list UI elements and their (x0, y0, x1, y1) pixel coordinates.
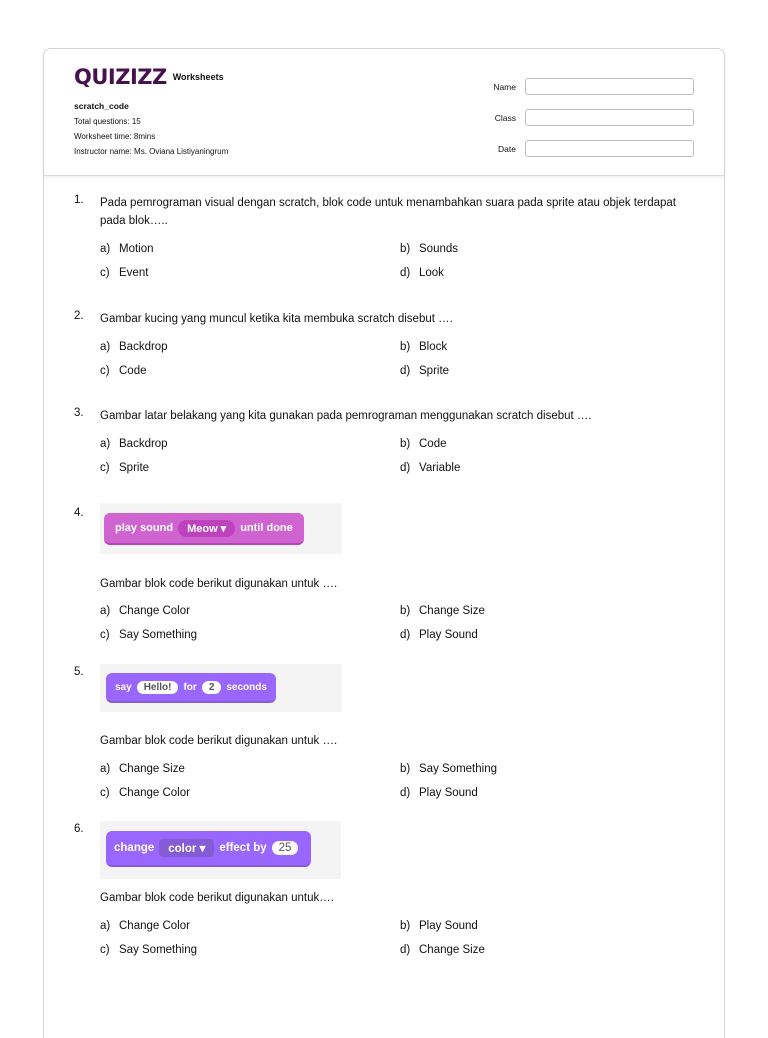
message-input: Hello! (137, 681, 179, 694)
seconds-input: 2 (202, 681, 222, 694)
option-letter: a) (100, 920, 111, 932)
brand (74, 65, 224, 89)
say-block (106, 673, 276, 703)
question-text: Gambar blok code berikut digunakan untuk …. (100, 735, 338, 747)
option-letter: d) (400, 787, 411, 799)
option-letter: b) (400, 763, 411, 775)
effect-amount-input: 25 (272, 841, 299, 855)
option-letter: a) (100, 341, 111, 353)
option-c[interactable] (100, 787, 190, 799)
scratch-block-image (100, 503, 342, 554)
option-b[interactable] (400, 438, 447, 450)
sound-dropdown: Meow ▾ (178, 520, 235, 537)
option-label: Play Sound (419, 787, 478, 799)
question-4 (74, 507, 694, 647)
option-label: Motion (119, 243, 154, 255)
option-b[interactable] (400, 243, 458, 255)
option-letter: c) (100, 944, 110, 956)
option-label: Change Color (119, 605, 190, 617)
class-label: Class (494, 112, 516, 123)
worksheet-title: scratch_code (74, 101, 129, 111)
option-label: Change Color (119, 920, 190, 932)
option-label: Say Something (119, 944, 197, 956)
option-b[interactable] (400, 341, 447, 353)
question-6 (74, 823, 694, 973)
date-label: Date (498, 143, 516, 154)
option-b[interactable] (400, 605, 485, 617)
block-text: say (115, 681, 132, 693)
quizizz-logo: QUIZIZZ (74, 65, 167, 89)
option-label: Say Something (419, 763, 497, 775)
name-field[interactable] (525, 78, 694, 95)
option-label: Play Sound (419, 920, 478, 932)
option-label: Change Size (119, 763, 185, 775)
option-label: Code (119, 365, 147, 377)
option-letter: b) (400, 243, 411, 255)
name-row (454, 71, 694, 102)
option-b[interactable] (400, 920, 478, 932)
scratch-block-image (100, 821, 341, 879)
class-row (454, 102, 694, 133)
option-label: Variable (419, 462, 461, 474)
change-effect-block (106, 831, 311, 867)
option-letter: c) (100, 365, 110, 377)
worksheet-meta (74, 99, 228, 159)
question-text: Gambar blok code berikut digunakan untuk…. (100, 892, 334, 904)
option-label: Sprite (419, 365, 450, 377)
option-letter: a) (100, 243, 111, 255)
option-label: Backdrop (119, 341, 168, 353)
option-a[interactable] (100, 243, 154, 255)
option-letter: a) (100, 605, 111, 617)
option-letter: c) (100, 787, 110, 799)
question-text: Gambar blok code berikut digunakan untuk …. (100, 578, 338, 590)
option-letter: a) (100, 438, 111, 450)
option-c[interactable] (100, 629, 197, 641)
question-number: 6. (74, 823, 84, 835)
question-2 (74, 310, 694, 380)
option-letter: c) (100, 462, 110, 474)
effect-dropdown: color ▾ (159, 839, 214, 857)
question-number: 2. (74, 310, 84, 322)
option-label: Sprite (119, 462, 150, 474)
class-field[interactable] (525, 109, 694, 126)
worksheet-page (43, 48, 725, 1038)
option-d[interactable] (400, 267, 444, 279)
block-text: seconds (226, 681, 267, 693)
option-d[interactable] (400, 365, 449, 377)
logo-subtitle: Worksheets (172, 72, 224, 82)
option-letter: b) (400, 605, 411, 617)
option-b[interactable] (400, 763, 497, 775)
worksheet-time: Worksheet time: 8mins (74, 132, 156, 141)
option-label: Play Sound (419, 629, 478, 641)
question-number: 3. (74, 407, 84, 419)
option-a[interactable] (100, 438, 168, 450)
option-d[interactable] (400, 629, 478, 641)
option-letter: d) (400, 629, 411, 641)
option-letter: d) (400, 267, 411, 279)
total-questions: Total questions: 15 (74, 117, 141, 126)
option-c[interactable] (100, 462, 149, 474)
worksheet-header (44, 49, 724, 176)
option-label: Look (419, 267, 444, 279)
question-3 (74, 407, 694, 477)
option-letter: c) (100, 267, 110, 279)
option-letter: c) (100, 629, 110, 641)
block-text: until done (240, 522, 293, 534)
block-text: change (114, 842, 155, 854)
option-a[interactable] (100, 341, 168, 353)
date-row (454, 133, 694, 164)
option-label: Change Color (119, 787, 190, 799)
option-label: Say Something (119, 629, 197, 641)
block-text: play sound (115, 522, 174, 534)
question-1 (74, 194, 694, 284)
option-label: Backdrop (119, 438, 168, 450)
option-letter: b) (400, 920, 411, 932)
instructor-name: Instructor name: Ms. Oviana Listiyaningrum (74, 147, 229, 156)
name-label: Name (493, 81, 516, 92)
question-text: Pada pemrograman visual dengan scratch, blok code untuk menambahkan suara pada sprite atau objek terdapat pada blok….. (100, 197, 676, 227)
question-number: 5. (74, 666, 84, 678)
option-a[interactable] (100, 763, 185, 775)
scratch-block-image (100, 664, 342, 712)
option-label: Sounds (419, 243, 459, 255)
date-field[interactable] (525, 140, 694, 157)
option-letter: d) (400, 365, 411, 377)
question-text: Gambar latar belakang yang kita gunakan pada pemrograman menggunakan scratch disebut …. (100, 410, 592, 422)
option-c[interactable] (100, 365, 147, 377)
option-a[interactable] (100, 605, 190, 617)
option-c[interactable] (100, 944, 197, 956)
option-label: Change Size (419, 605, 485, 617)
question-number: 4. (74, 507, 84, 519)
option-label: Code (419, 438, 447, 450)
option-a[interactable] (100, 920, 190, 932)
option-label: Change Size (419, 944, 485, 956)
block-text: effect by (219, 842, 267, 854)
option-c[interactable] (100, 267, 148, 279)
option-letter: d) (400, 462, 411, 474)
option-label: Block (419, 341, 448, 353)
option-letter: b) (400, 341, 411, 353)
option-d[interactable] (400, 944, 485, 956)
option-d[interactable] (400, 787, 478, 799)
block-text: for (183, 681, 197, 693)
option-letter: a) (100, 763, 111, 775)
question-number: 1. (74, 194, 84, 206)
question-5 (74, 666, 694, 806)
option-letter: b) (400, 438, 411, 450)
student-fields (454, 71, 694, 164)
option-d[interactable] (400, 462, 460, 474)
option-letter: d) (400, 944, 411, 956)
option-label: Event (119, 267, 149, 279)
play-sound-block (104, 513, 304, 545)
question-text: Gambar kucing yang muncul ketika kita membuka scratch disebut …. (100, 313, 453, 325)
